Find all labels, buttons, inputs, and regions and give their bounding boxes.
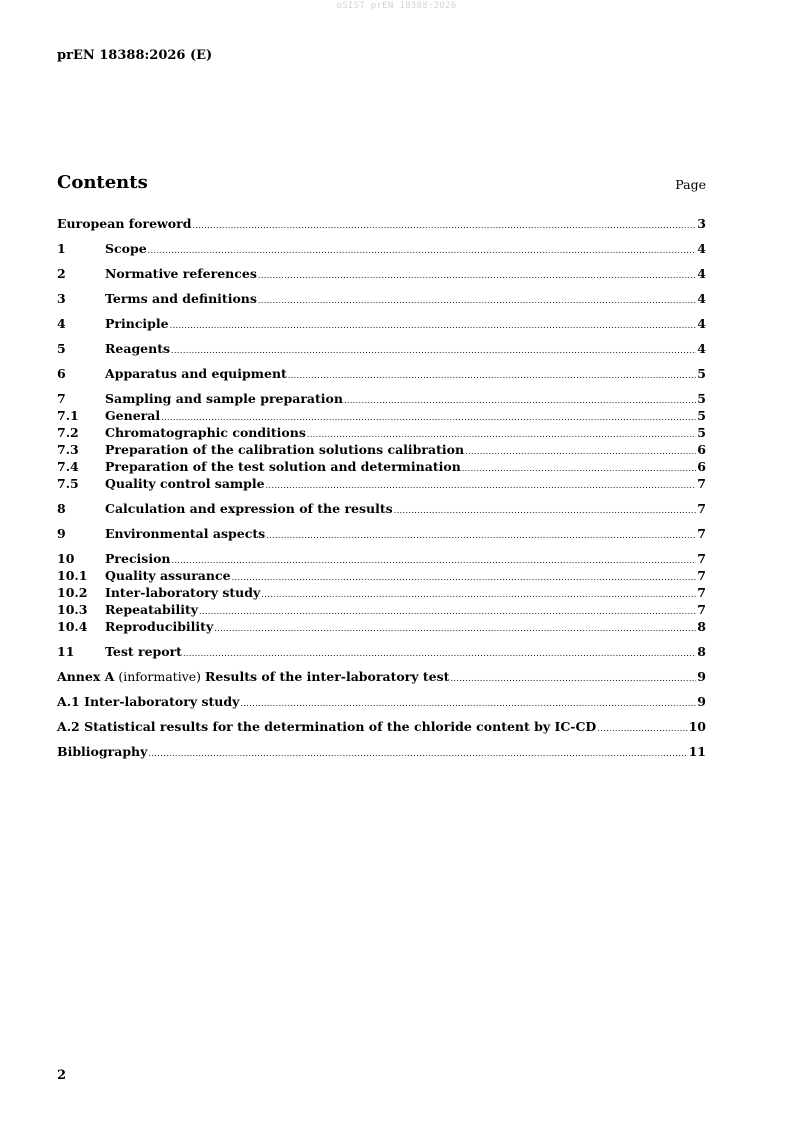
toc-entry-page: 4	[697, 241, 706, 256]
toc-entry-title: Repeatability	[105, 602, 199, 617]
toc-entry-page: 7	[697, 526, 706, 541]
toc-entry-title: Apparatus and equipment	[105, 366, 287, 381]
leader-dots	[266, 477, 697, 494]
toc-entry-page: 11	[688, 744, 706, 759]
toc-entry-title: European foreword	[57, 216, 192, 231]
toc-entry-page: 8	[697, 644, 706, 659]
toc-entry-page: 10	[688, 719, 706, 734]
leader-dots	[597, 720, 687, 737]
toc-entry[interactable]	[57, 458, 706, 475]
toc-entry-page: 7	[697, 585, 706, 600]
annex-title: Results of the inter-laboratory test	[205, 669, 450, 684]
toc-entry-title: Reproducibility	[105, 619, 214, 634]
toc-entry-page: 4	[697, 266, 706, 281]
toc-entry[interactable]	[57, 424, 706, 441]
toc-entry-page: 7	[697, 476, 706, 491]
toc-entry-number: 6	[57, 366, 66, 381]
toc-entry-page: 4	[697, 291, 706, 306]
toc-entry[interactable]	[57, 340, 706, 357]
toc-entry-title: Environmental aspects	[105, 526, 266, 541]
toc-entry-number: 2	[57, 266, 66, 281]
toc-entry[interactable]	[57, 743, 706, 760]
toc-entry-title	[57, 668, 449, 685]
toc-entry-annex-a[interactable]	[57, 668, 706, 685]
leader-dots	[148, 745, 687, 762]
annex-prefix: Annex A	[57, 669, 115, 684]
leader-dots	[258, 292, 696, 309]
toc-entry-number: 10.1	[57, 568, 88, 583]
toc-annex-entries	[57, 693, 706, 760]
toc-entry-number: 7.2	[57, 425, 79, 440]
toc-entry-number: 9	[57, 526, 66, 541]
toc-entry[interactable]	[57, 475, 706, 492]
page-number: 2	[57, 1068, 67, 1083]
toc-entry-number: 1	[57, 241, 66, 256]
toc-entry[interactable]	[57, 390, 706, 407]
toc-entry[interactable]	[57, 718, 706, 735]
toc-entry-title: Quality control sample	[105, 476, 265, 491]
toc-entry-number: 8	[57, 501, 66, 516]
leader-dots	[199, 603, 696, 620]
toc-entry-number: 11	[57, 644, 75, 659]
toc-entry-title: Reagents	[105, 341, 171, 356]
toc-entry-page: 7	[697, 602, 706, 617]
toc-entry[interactable]	[57, 601, 706, 618]
toc-entry-page: 5	[697, 391, 706, 406]
toc-entry-page: 4	[697, 316, 706, 331]
toc-entry-title: A.1 Inter-laboratory study	[57, 694, 240, 709]
toc-entry[interactable]	[57, 215, 706, 232]
toc-entry-number: 7.5	[57, 476, 79, 491]
toc-entry-page: 5	[697, 408, 706, 423]
toc-main-entries	[57, 215, 706, 660]
toc-entry-page: 5	[697, 425, 706, 440]
toc-entry[interactable]	[57, 441, 706, 458]
toc-entry-title: Principle	[105, 316, 169, 331]
leader-dots	[183, 645, 696, 662]
toc-entry-page: 9	[697, 694, 706, 709]
leader-dots	[288, 367, 696, 384]
toc-entry[interactable]	[57, 567, 706, 584]
toc-entry-title: Preparation of the calibration solutions calibration	[105, 442, 465, 457]
toc-entry[interactable]	[57, 550, 706, 567]
toc-entry-page: 7	[697, 551, 706, 566]
toc-entry-title: A.2 Statistical results for the determination of the chloride content by IC-CD	[57, 719, 597, 734]
leader-dots	[240, 695, 696, 712]
toc-entry-title: Precision	[105, 551, 171, 566]
toc-entry[interactable]	[57, 500, 706, 517]
toc-entry-title: Test report	[105, 644, 182, 659]
toc-entry-page: 8	[697, 619, 706, 634]
leader-dots	[462, 460, 697, 477]
toc-entry-title: Inter-laboratory study	[105, 585, 261, 600]
toc-entry[interactable]	[57, 240, 706, 257]
toc-entry-number: 10.4	[57, 619, 88, 634]
toc-entry-title: Calculation and expression of the results	[105, 501, 393, 516]
leader-dots	[394, 502, 697, 519]
toc-entry-number: 7	[57, 391, 66, 406]
toc-entry-number: 4	[57, 316, 66, 331]
toc-entry-page: 4	[697, 341, 706, 356]
toc-entry[interactable]	[57, 315, 706, 332]
toc-entry[interactable]	[57, 525, 706, 542]
toc-entry-title: Quality assurance	[105, 568, 231, 583]
toc-entry-title: Sampling and sample preparation	[105, 391, 343, 406]
toc-entry[interactable]	[57, 693, 706, 710]
toc-entry-page: 3	[697, 216, 706, 231]
leader-dots	[170, 317, 697, 334]
document-id: prEN 18388:2026 (E)	[57, 48, 213, 63]
toc-entry-page: 7	[697, 568, 706, 583]
table-of-contents	[57, 215, 706, 760]
toc-entry-title: Preparation of the test solution and determination	[105, 459, 461, 474]
leader-dots	[148, 242, 697, 259]
toc-entry-title: Chromatographic conditions	[105, 425, 306, 440]
leader-dots	[450, 670, 696, 687]
toc-entry-page: 5	[697, 366, 706, 381]
leader-dots	[344, 392, 696, 409]
toc-entry-number: 10	[57, 551, 75, 566]
page-column-label: Page	[675, 177, 706, 192]
watermark: oSIST prEN 18388:2026	[336, 1, 457, 11]
toc-entry-title: Bibliography	[57, 744, 148, 759]
toc-entry-title: General	[105, 408, 161, 423]
toc-entry[interactable]	[57, 407, 706, 424]
toc-entry-number: 3	[57, 291, 66, 306]
toc-entry[interactable]	[57, 643, 706, 660]
toc-entry[interactable]	[57, 365, 706, 382]
annex-qualifier: (informative)	[114, 669, 206, 684]
toc-entry-number: 7.1	[57, 408, 79, 423]
toc-entry[interactable]	[57, 618, 706, 635]
leader-dots	[232, 569, 697, 586]
toc-entry-number: 10.3	[57, 602, 88, 617]
toc-entry-page: 6	[697, 459, 706, 474]
toc-entry-number: 7.3	[57, 442, 79, 457]
contents-heading: Contents	[57, 172, 148, 193]
toc-entry-number: 7.4	[57, 459, 79, 474]
toc-entry-page: 9	[697, 669, 706, 684]
toc-entry-page: 7	[697, 501, 706, 516]
toc-entry[interactable]	[57, 290, 706, 307]
leader-dots	[261, 586, 696, 603]
leader-dots	[171, 342, 696, 359]
toc-entry-title: Terms and definitions	[105, 291, 257, 306]
toc-entry-title: Normative references	[105, 266, 257, 281]
toc-entry[interactable]	[57, 584, 706, 601]
leader-dots	[172, 552, 697, 569]
toc-entry-number: 10.2	[57, 585, 88, 600]
toc-entry-number: 5	[57, 341, 66, 356]
toc-entry[interactable]	[57, 265, 706, 282]
leader-dots	[258, 267, 696, 284]
leader-dots	[192, 217, 696, 234]
leader-dots	[214, 620, 696, 637]
leader-dots	[266, 527, 696, 544]
leader-dots	[465, 443, 696, 460]
toc-entry-page: 6	[697, 442, 706, 457]
toc-entry-title: Scope	[105, 241, 147, 256]
